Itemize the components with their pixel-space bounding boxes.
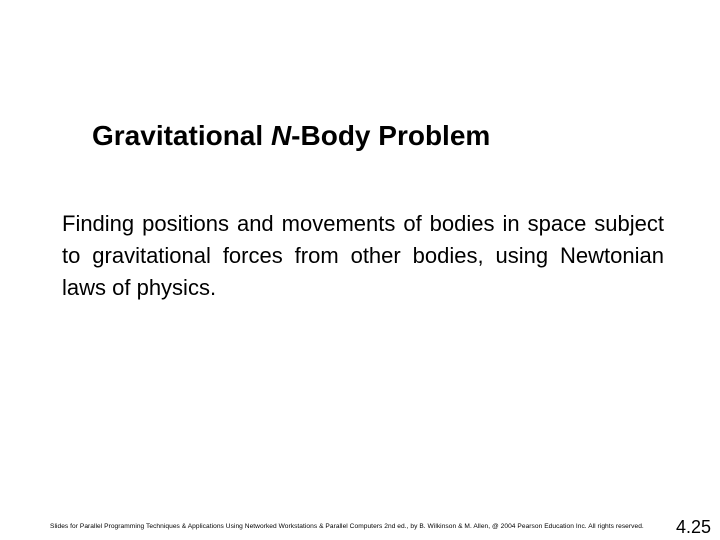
title-prefix: Gravitational	[92, 120, 271, 151]
page-number: 4.25	[676, 517, 712, 537]
title-italic-n: N	[270, 120, 292, 151]
slide-title	[92, 116, 692, 156]
title-suffix: -Body Problem	[291, 120, 491, 151]
slide-body-text: Finding positions and movements of bodies in space subject to gravitational forces from other bodies, using Newtonian laws of physics.	[62, 211, 664, 300]
slide-footer: Slides for Parallel Programming Techniques & Applications Using Networked Workstations & Parallel Computers 2nd ed., by B. Wilkinson & M. Allen, @ 2004 Pearson Education Inc. All rights reserved.	[50, 523, 644, 530]
